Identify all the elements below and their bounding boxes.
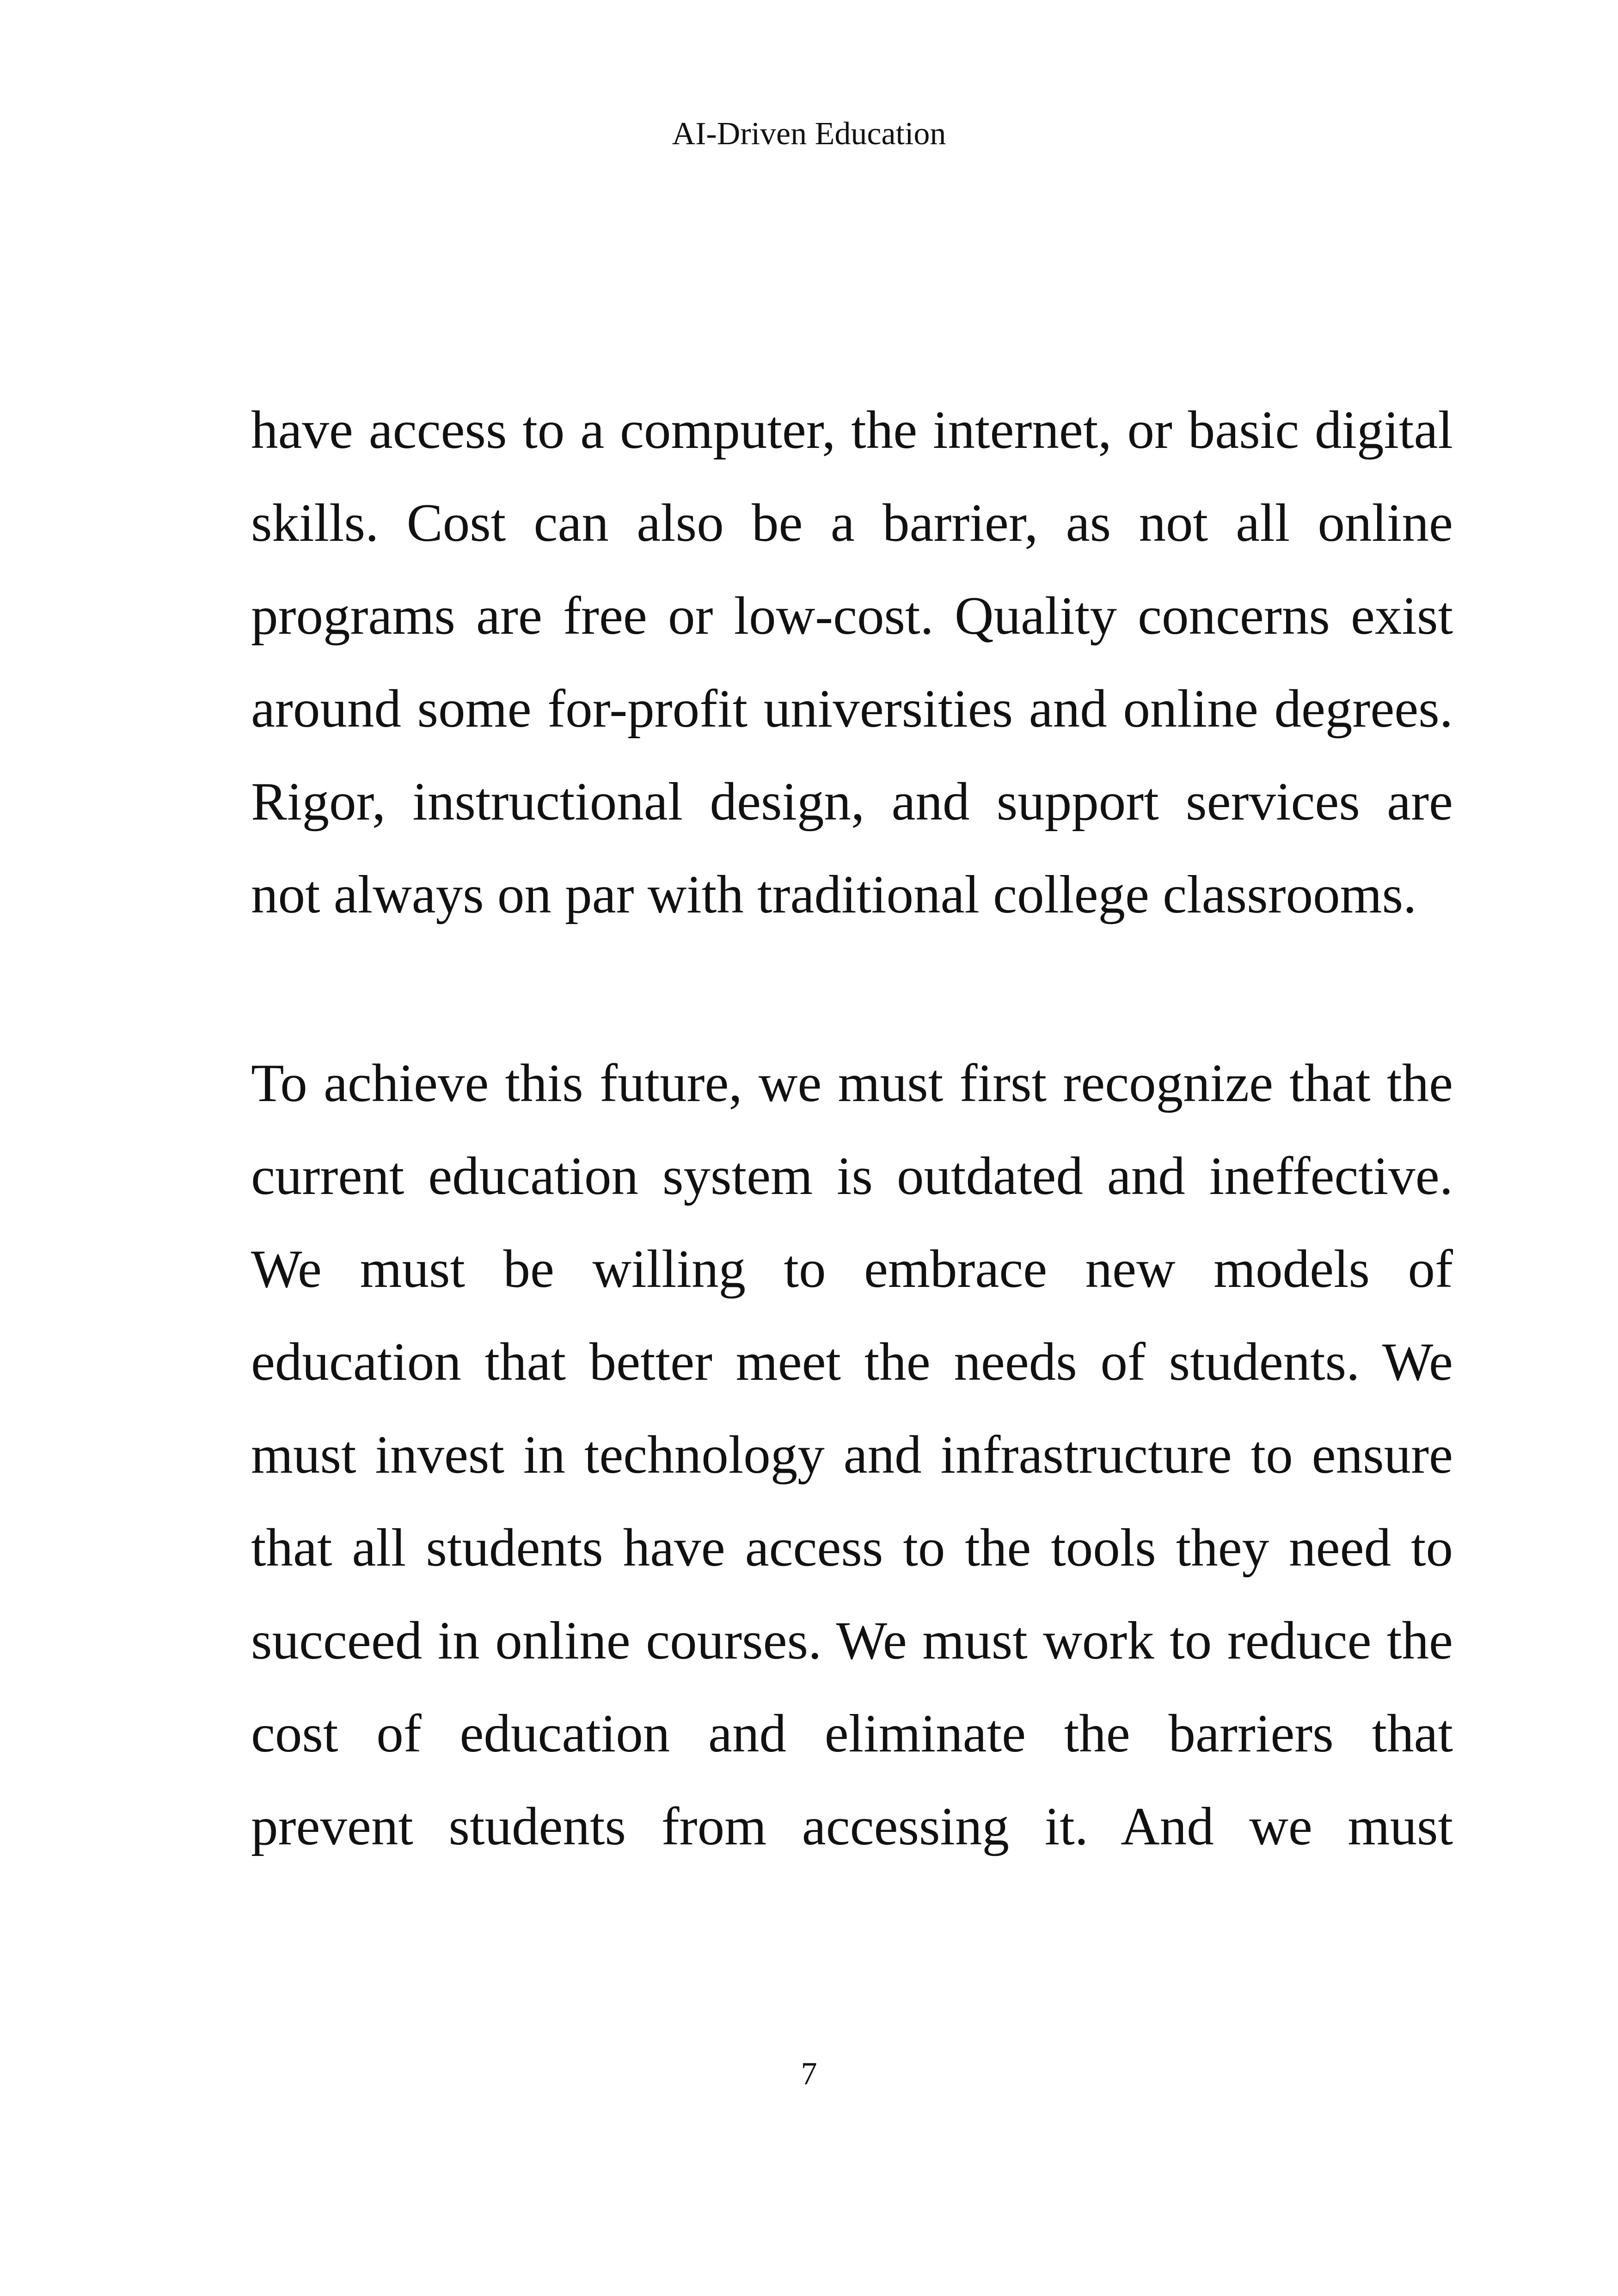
text-line: prevent students from accessing it. And we must bbox=[251, 1797, 1453, 1856]
text-line: must invest in technology and infrastructure to ensure bbox=[251, 1425, 1453, 1485]
text-line: education that better meet the needs of students. We bbox=[251, 1332, 1453, 1392]
text-line: that all students have access to the tools they need to bbox=[251, 1518, 1453, 1578]
text-line: To achieve this future, we must first recognize that the bbox=[251, 1053, 1453, 1113]
text-line: not always on par with traditional college classrooms. bbox=[251, 865, 1417, 925]
text-line: programs are free or low-cost. Quality concerns exist bbox=[251, 586, 1453, 646]
running-header: AI-Driven Education bbox=[672, 116, 946, 152]
paragraph-1 bbox=[251, 384, 1453, 941]
text-line: cost of education and eliminate the barriers that bbox=[251, 1704, 1453, 1763]
page-number: 7 bbox=[801, 2056, 817, 2092]
text-line: have access to a computer, the internet, or basic digital bbox=[251, 400, 1453, 460]
text-line: Rigor, instructional design, and support services are bbox=[251, 772, 1453, 832]
text-line: skills. Cost can also be a barrier, as not all online bbox=[251, 493, 1453, 553]
text-line: succeed in online courses. We must work to reduce the bbox=[251, 1611, 1453, 1671]
text-line: We must be willing to embrace new models of bbox=[251, 1239, 1453, 1299]
text-line: around some for-profit universities and online degrees. bbox=[251, 679, 1453, 739]
text-line: current education system is outdated and ineffective. bbox=[251, 1146, 1453, 1206]
paragraph-2 bbox=[251, 1037, 1453, 1873]
